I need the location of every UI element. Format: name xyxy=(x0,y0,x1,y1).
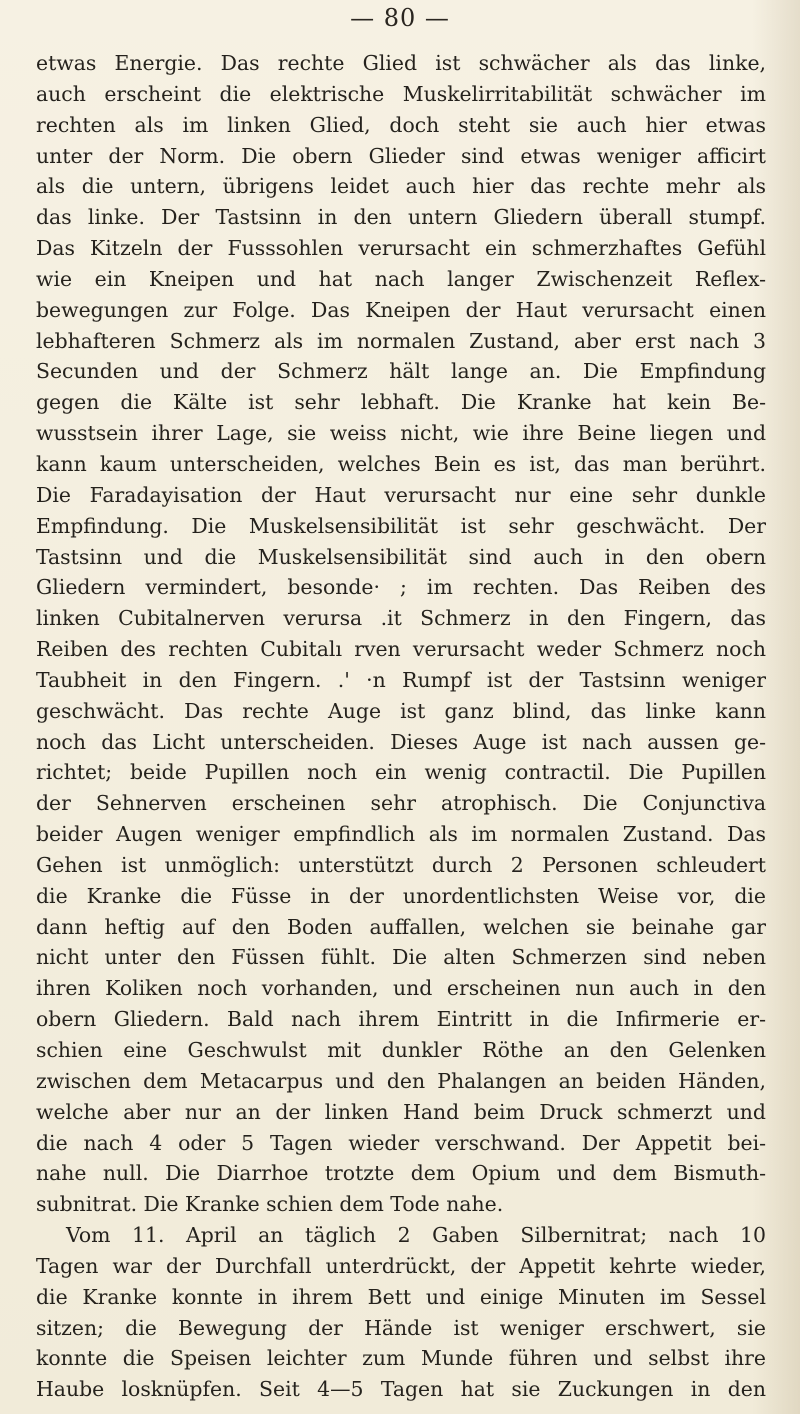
text-line: dann heftig auf den Boden auffallen, welchen sie beinahe gar xyxy=(36,914,766,939)
text-line: zwischen dem Metacarpus und den Phalangen an beiden Händen, xyxy=(36,1068,766,1093)
text-line: nicht unter den Füssen fühlt. Die alten Schmerzen sind neben xyxy=(36,945,766,970)
text-line: als die untern, übrigens leidet auch hier das rechte mehr als xyxy=(36,174,766,199)
text-line: lebhafteren Schmerz als im normalen Zustand, aber erst nach 3 xyxy=(36,328,766,353)
text-line: unter der Norm. Die obern Glieder sind etwas weniger afficirt xyxy=(36,143,766,168)
text-line: noch das Licht unterscheiden. Dieses Auge ist nach aussen ge- xyxy=(36,729,766,754)
paragraph-start-line: Vom 11. April an täglich 2 Gaben Silbernitrat; nach 10 xyxy=(66,1223,766,1248)
text-line: obern Gliedern. Bald nach ihrem Eintritt in die Infirmerie er- xyxy=(36,1007,766,1032)
text-line: ihren Koliken noch vorhanden, und erscheinen nun auch in den xyxy=(36,976,766,1001)
text-line: kann kaum unterscheiden, welches Bein es ist, das man berührt. xyxy=(36,451,766,476)
text-line: die nach 4 oder 5 Tagen wieder verschwand. Der Appetit bei- xyxy=(36,1130,766,1155)
text-line: Taubheit in den Fingern. .' ·n Rumpf ist der Tastsinn weniger xyxy=(36,667,766,692)
text-line: bewegungen zur Folge. Das Kneipen der Haut verursacht einen xyxy=(36,297,766,322)
text-line: der Sehnerven erscheinen sehr atrophisch. Die Conjunctiva xyxy=(36,791,766,816)
text-line: geschwächt. Das rechte Auge ist ganz blind, das linke kann xyxy=(36,698,766,723)
text-line: Gliedern vermindert, besonde· ; im rechten. Das Reiben des xyxy=(36,575,766,600)
text-line: gegen die Kälte ist sehr lebhaft. Die Kranke hat kein Be- xyxy=(36,390,766,415)
text-line: welche aber nur an der linken Hand beim Druck schmerzt und xyxy=(36,1099,766,1124)
text-line: sitzen; die Bewegung der Hände ist weniger erschwert, sie xyxy=(36,1315,766,1340)
text-line: beider Augen weniger empfindlich als im normalen Zustand. Das xyxy=(36,822,766,847)
page-number: — 80 — xyxy=(350,4,450,32)
text-line: Reiben des rechten Cubitalı rven verursacht weder Schmerz noch xyxy=(36,637,766,662)
text-line: Haube losknüpfen. Seit 4—5 Tagen hat sie Zuckungen in den xyxy=(36,1377,766,1402)
text-line: das linke. Der Tastsinn in den untern Gliedern überall stumpf. xyxy=(36,205,766,230)
body-text xyxy=(36,48,766,1405)
paragraph-end-line: subnitrat. Die Kranke schien dem Tode nahe. xyxy=(36,1192,504,1217)
text-line: rechten als im linken Glied, doch steht sie auch hier etwas xyxy=(36,112,766,137)
text-line: auch erscheint die elektrische Muskelirritabilität schwächer im xyxy=(36,81,766,106)
text-line: die Kranke die Füsse in der unordentlichsten Weise vor, die xyxy=(36,883,766,908)
text-line: etwas Energie. Das rechte Glied ist schwächer als das linke, xyxy=(36,51,766,75)
text-line: Das Kitzeln der Fusssohlen verursacht ein schmerzhaftes Gefühl xyxy=(36,236,766,261)
text-line: die Kranke konnte in ihrem Bett und einige Minuten im Sessel xyxy=(36,1284,766,1309)
text-line: richtet; beide Pupillen noch ein wenig contractil. Die Pupillen xyxy=(36,760,766,785)
text-line: wie ein Kneipen und hat nach langer Zwischenzeit Reflex- xyxy=(36,266,766,291)
text-line: Tastsinn und die Muskelsensibilität sind auch in den obern xyxy=(36,544,766,569)
text-line: Secunden und der Schmerz hält lange an. Die Empfindung xyxy=(36,359,766,384)
text-line: Tagen war der Durchfall unterdrückt, der Appetit kehrte wieder, xyxy=(36,1253,766,1278)
text-line: schien eine Geschwulst mit dunkler Röthe an den Gelenken xyxy=(36,1038,766,1062)
text-line: linken Cubitalnerven verursa .it Schmerz in den Fingern, das xyxy=(36,606,766,631)
text-line: Die Faradayisation der Haut verursacht nur eine sehr dunkle xyxy=(36,482,766,507)
text-line: Empfindung. Die Muskelsensibilität ist sehr geschwächt. Der xyxy=(36,513,766,538)
text-line: wusstsein ihrer Lage, sie weiss nicht, wie ihre Beine liegen und xyxy=(36,421,766,446)
text-line: Gehen ist unmöglich: unterstützt durch 2 Personen schleudert xyxy=(36,852,766,877)
text-line: konnte die Speisen leichter zum Munde führen und selbst ihre xyxy=(36,1346,766,1371)
text-line: nahe null. Die Diarrhoe trotzte dem Opium und dem Bismuth- xyxy=(36,1161,766,1186)
